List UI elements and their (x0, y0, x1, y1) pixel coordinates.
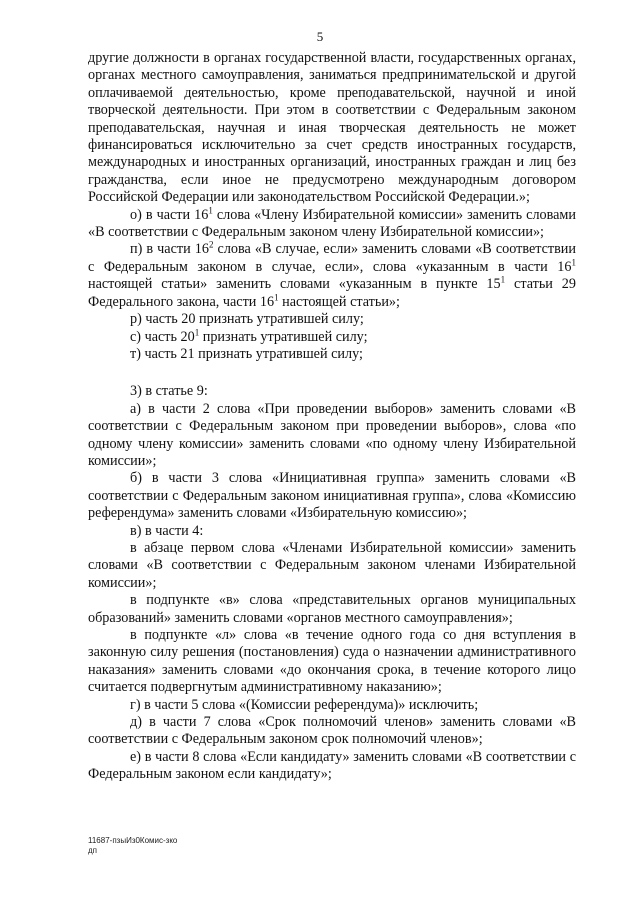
article-9-item-v-para2: в подпункте «в» слова «представительных органов муниципальных образований» заменить словами «органов местного самоуправления»; (88, 592, 576, 626)
item-s: с) часть $20^1$ признать утратившей силу; (130, 326, 368, 345)
item-p: п) в части $16^2$ слова «В случае, если» заменить словами «В соответствии с Федеральным законом в случае, если», слова «указанным в части $16^1$ настоящей статьи» заменить словами «указанным в пункте $15^1$ статьи 29 Федерального закона, части $16^1$ настоящей статьи»; (88, 239, 576, 310)
article-9-item-v-para1: в абзаце первом слова «Членами Избирательной комиссии» заменить словами «В соответствии с Федеральным законом членами Избирательной комиссии»; (88, 539, 576, 591)
article-9-item-v: в) в части 4: (130, 522, 204, 539)
footer-suffix: дп (88, 846, 97, 855)
document-footer (88, 836, 177, 856)
article-9-item-b: б) в части 3 слова «Инициативная группа» заменить словами «В соответствии с Федеральным законом инициативная группа», слова «Комиссию референдума» заменить словами «Избирательную комиссию»; (88, 470, 576, 522)
item-t: т) часть 21 признать утратившей силу; (130, 345, 363, 362)
spacer (88, 363, 576, 381)
article-9-item-a: а) в части 2 слова «При проведении выборов» заменить словами «В соответствии с Федеральным законом при проведении выборов», слова «по одному члену комиссии» заменить словами «по одному члену Избирательной комиссии»; (88, 400, 576, 469)
footer-code: 11687-пзыИз0Комис-зко (88, 836, 178, 845)
document-body (88, 50, 576, 784)
paragraph-continuation: другие должности в органах государственной власти, государственных органах, органах местного самоуправления, заниматься предпринимательской и другой оплачиваемой деятельностью, кроме преподавательской, научной и иной творческой деятельности. При этом в соответствии с Федеральным законом преподавательская, научная и иная творческая деятельность не может финансироваться исключительно за счет средств иностранных государств, международных и иностранных организаций, иностранных граждан и лиц без гражданства, если иное не предусмотрено международным договором Российской Федерации или законодательством Российской Федерации.»; (88, 50, 576, 206)
article-9-item-d: д) в части 7 слова «Срок полномочий членов» заменить словами «В соответствии с Федеральным законом срок полномочий членов»; (88, 714, 576, 748)
article-9-heading: 3) в статье 9: (130, 383, 208, 400)
article-9-item-e: е) в части 8 слова «Если кандидату» заменить словами «В соответствии с Федеральным законом если кандидату»; (88, 748, 576, 783)
article-9-item-v-para3: в подпункте «л» слова «в течение одного года со дня вступления в законную силу решения (постановления) суда о назначении административного наказания» заменить словами «до окончания срока, в течение которого лицо считается подвергнутым административному наказанию»; (88, 627, 576, 696)
page-number: 5 (316, 29, 324, 44)
item-r: р) часть 20 признать утратившей силу; (130, 311, 364, 328)
article-9-item-g: г) в части 5 слова «(Комиссии референдума)» исключить; (130, 696, 479, 713)
item-o: о) в части $16^1$ слова «Члену Избирательной комиссии» заменить словами «В соответствии с Федеральным законом члену Избирательной комиссии»; (88, 204, 576, 241)
